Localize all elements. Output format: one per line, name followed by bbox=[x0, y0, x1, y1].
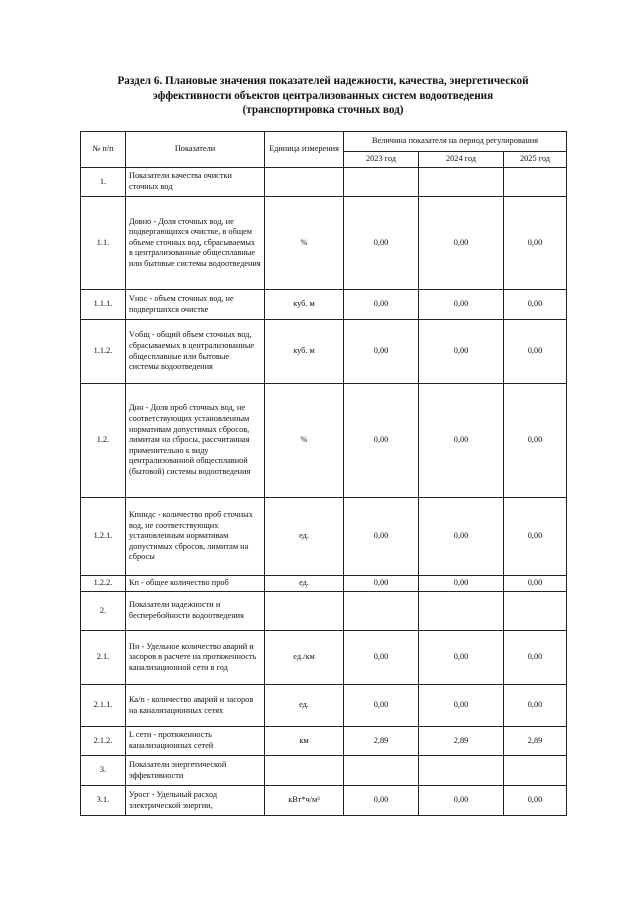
row-value-2023: 0,00 bbox=[344, 576, 419, 592]
row-num: 2.1. bbox=[81, 631, 126, 685]
row-num: 1.2. bbox=[81, 384, 126, 498]
row-value-2024: 0,00 bbox=[419, 498, 504, 576]
table-row bbox=[81, 290, 567, 320]
table-row bbox=[81, 685, 567, 727]
table-row bbox=[81, 576, 567, 592]
row-num: 1.1.1. bbox=[81, 290, 126, 320]
section-title bbox=[80, 74, 566, 118]
header-year-2023: 2023 год bbox=[344, 152, 419, 168]
row-name: Кп - общее количество проб bbox=[126, 576, 265, 592]
header-name: Показатели bbox=[126, 132, 265, 168]
row-value-2024: 0,00 bbox=[419, 631, 504, 685]
row-name: Показатели надежности и бесперебойности водоотведения bbox=[126, 592, 265, 631]
row-value-2024: 0,00 bbox=[419, 576, 504, 592]
row-value-2024: 0,00 bbox=[419, 384, 504, 498]
row-value-2025: 0,00 bbox=[504, 290, 567, 320]
row-unit: % bbox=[265, 384, 344, 498]
row-value-2023: 0,00 bbox=[344, 685, 419, 727]
row-name: Ка/п - количество аварий и засоров на канализационных сетях bbox=[126, 685, 265, 727]
row-value-2024: 2,89 bbox=[419, 727, 504, 756]
table-row bbox=[81, 384, 567, 498]
row-value-2023 bbox=[344, 592, 419, 631]
table-row bbox=[81, 756, 567, 786]
row-unit: ед. bbox=[265, 685, 344, 727]
row-unit: % bbox=[265, 197, 344, 290]
row-value-2025: 0,00 bbox=[504, 320, 567, 384]
row-value-2025: 0,00 bbox=[504, 786, 567, 816]
table-row bbox=[81, 197, 567, 290]
row-value-2025 bbox=[504, 168, 567, 197]
row-name: Vнос - объем сточных вод, не подвергшихся очистке bbox=[126, 290, 265, 320]
row-unit: ед./км bbox=[265, 631, 344, 685]
row-value-2023: 2,89 bbox=[344, 727, 419, 756]
table-row bbox=[81, 592, 567, 631]
row-name: Довно - Доля сточных вод, не подвергающихся очистке, в общем объеме сточных вод, сбрасываемых в централизованные общесплавные или бытовые системы водоотведения bbox=[126, 197, 265, 290]
row-num: 2.1.1. bbox=[81, 685, 126, 727]
row-num: 1.2.2. bbox=[81, 576, 126, 592]
row-unit: кВт*ч/м³ bbox=[265, 786, 344, 816]
header-period: Величина показателя на период регулирования bbox=[344, 132, 567, 152]
row-value-2025: 0,00 bbox=[504, 631, 567, 685]
table-row bbox=[81, 498, 567, 576]
row-value-2023: 0,00 bbox=[344, 498, 419, 576]
table-row bbox=[81, 786, 567, 816]
header-year-2025: 2025 год bbox=[504, 152, 567, 168]
row-num: 2. bbox=[81, 592, 126, 631]
row-name: Показатели качества очистки сточных вод bbox=[126, 168, 265, 197]
row-num: 1.2.1. bbox=[81, 498, 126, 576]
row-value-2024: 0,00 bbox=[419, 685, 504, 727]
row-value-2025: 2,89 bbox=[504, 727, 567, 756]
table-row bbox=[81, 631, 567, 685]
row-value-2024: 0,00 bbox=[419, 290, 504, 320]
row-value-2023: 0,00 bbox=[344, 631, 419, 685]
row-value-2023: 0,00 bbox=[344, 197, 419, 290]
row-value-2023 bbox=[344, 756, 419, 786]
row-unit bbox=[265, 592, 344, 631]
row-unit bbox=[265, 168, 344, 197]
row-name: Пн - Удельное количество аварий и засоров в расчете на протяженность канализационной сети в год bbox=[126, 631, 265, 685]
row-value-2024 bbox=[419, 756, 504, 786]
row-value-2024: 0,00 bbox=[419, 786, 504, 816]
row-value-2025: 0,00 bbox=[504, 576, 567, 592]
row-value-2023 bbox=[344, 168, 419, 197]
header-unit: Единица измерения bbox=[265, 132, 344, 168]
row-name: Кпнндс - количество проб сточных вод, не соответствующих установленным нормативам допустимых сбросов, лимитам на сбросы bbox=[126, 498, 265, 576]
row-num: 1. bbox=[81, 168, 126, 197]
row-name: Показатели энергетической эффективности bbox=[126, 756, 265, 786]
row-unit: км bbox=[265, 727, 344, 756]
row-value-2025: 0,00 bbox=[504, 685, 567, 727]
table-row bbox=[81, 320, 567, 384]
row-name: Уросг - Удельный расход электрической энергии, bbox=[126, 786, 265, 816]
row-value-2025: 0,00 bbox=[504, 384, 567, 498]
row-name: L сети - протяженность канализационных сетей bbox=[126, 727, 265, 756]
row-num: 3. bbox=[81, 756, 126, 786]
row-unit: ед. bbox=[265, 576, 344, 592]
row-value-2023: 0,00 bbox=[344, 320, 419, 384]
row-unit: куб. м bbox=[265, 290, 344, 320]
row-num: 3.1. bbox=[81, 786, 126, 816]
row-value-2023: 0,00 bbox=[344, 290, 419, 320]
indicators-table bbox=[80, 131, 567, 816]
header-year-2024: 2024 год bbox=[419, 152, 504, 168]
row-value-2025 bbox=[504, 592, 567, 631]
row-value-2024: 0,00 bbox=[419, 197, 504, 290]
row-value-2025 bbox=[504, 756, 567, 786]
title-line-3: (транспортировка сточных вод) bbox=[242, 104, 404, 116]
row-value-2025: 0,00 bbox=[504, 498, 567, 576]
row-unit: куб. м bbox=[265, 320, 344, 384]
row-name: Vобщ - общий объем сточных вод, сбрасываемых в централизованные общесплавные или бытовые системы водоотведения bbox=[126, 320, 265, 384]
header-num: № п/п bbox=[81, 132, 126, 168]
row-name: Днн - Доля проб сточных вод, не соответствующих установленным нормативам допустимых сбросов, лимитам на сбросы, рассчитанная применительно к виду централизованной общесплавной (бытовой) системы водоотведения bbox=[126, 384, 265, 498]
row-num: 2.1.2. bbox=[81, 727, 126, 756]
row-unit bbox=[265, 756, 344, 786]
title-line-1: Раздел 6. Плановые значения показателей надежности, качества, энергетической bbox=[117, 75, 529, 87]
row-value-2024: 0,00 bbox=[419, 320, 504, 384]
title-line-2: эффективности объектов централизованных систем водоотведения bbox=[152, 89, 494, 102]
row-num: 1.1.2. bbox=[81, 320, 126, 384]
row-value-2024 bbox=[419, 592, 504, 631]
row-value-2024 bbox=[419, 168, 504, 197]
table-row bbox=[81, 727, 567, 756]
row-value-2025: 0,00 bbox=[504, 197, 567, 290]
table-row bbox=[81, 168, 567, 197]
row-num: 1.1. bbox=[81, 197, 126, 290]
row-value-2023: 0,00 bbox=[344, 786, 419, 816]
row-value-2023: 0,00 bbox=[344, 384, 419, 498]
row-unit: ед. bbox=[265, 498, 344, 576]
